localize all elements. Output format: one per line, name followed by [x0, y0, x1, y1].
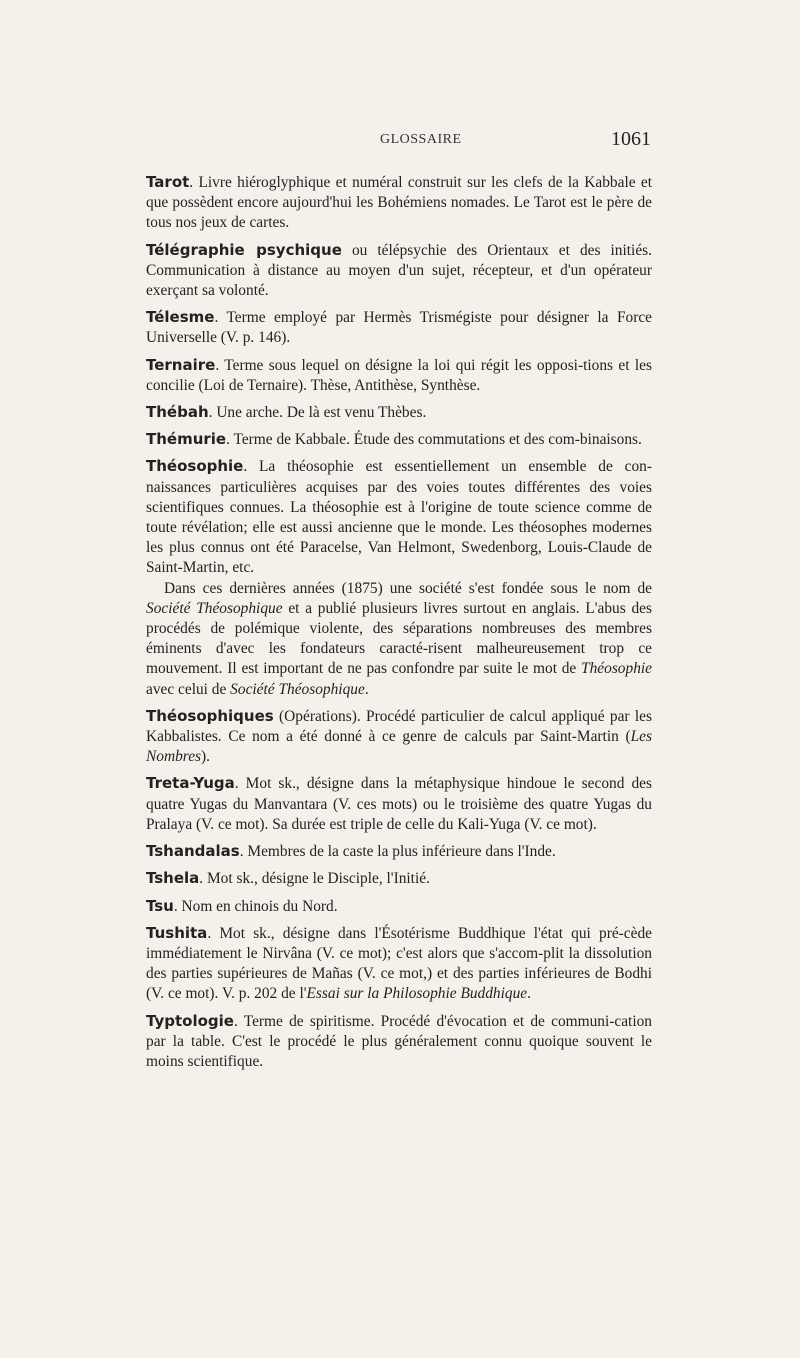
entry-text: ou télépsychie des Orientaux et des initiés. Communication à distance au moyen d'un sujet, récepteur, et d'un opérateur exerçant sa volonté. [146, 241, 652, 300]
entry-term: Théosophie [146, 457, 244, 476]
entry-theosophie [146, 456, 652, 699]
entry-theosophiques [146, 706, 652, 768]
entry-term: Tshela [146, 869, 200, 888]
entry-italic: Société Théosophique [230, 680, 365, 698]
entry-term: Théosophiques [146, 706, 274, 725]
entry-italic: Théosophie [581, 660, 652, 678]
entry-term: Tshandalas [146, 842, 240, 861]
entry-text: . [527, 985, 531, 1003]
entry-text: ). [201, 748, 210, 766]
entry-text: . Terme de spiritisme. Procédé d'évocation et de communi-cation par la table. C'est le procédé le plus généralement connu quoique souvent le moins scientifique. [146, 1012, 652, 1070]
running-head: GLOSSAIRE [380, 132, 462, 147]
entry-text: . Nom en chinois du Nord. [173, 897, 338, 915]
entry-thebah [146, 402, 652, 423]
entry-text: (Opérations). Procédé particulier de calcul appliqué par les Kabbalistes. Ce nom a été donné à ce genre de calculs par Saint-Martin ( [146, 707, 652, 746]
entry-text: . Livre hiéroglyphique et numéral construit sur les clefs de la Kabbale et que possèdent encore aujourd'hui les Bohémiens nomades. Le Tarot est le père de tous nos jeux de cartes. [146, 174, 652, 232]
glossary-entries [146, 172, 652, 1078]
entry-text: . La théosophie est essentiellement un ensemble de con-naissances particulières acquises par des voies toutes différentes des voies scientifiques connues. La théosophie est à l'origine de toute science comme de toute révélation; elle est aussi ancienne que le monde. Les théosophes modernes les plus connus ont été Paracelse, Van Helmont, Swedenborg, Louis-Claude de Saint-Martin, etc. [146, 458, 652, 577]
entry-tarot [146, 172, 652, 234]
entry-tshandalas [146, 841, 652, 862]
entry-ternaire [146, 355, 652, 396]
entry-text: et a publié plusieurs livres surtout en anglais. L'abus des procédés de polémique violente, des séparations nombreuses des membres éminents d'avec les fondateurs caracté-risent malheureusement trop ce mouvement. Il est important de ne pas confondre par suite le mot de [146, 599, 652, 678]
entry-term: Ternaire [146, 355, 216, 374]
entry-term: Typtologie [146, 1011, 234, 1030]
entry-term: Tsu [146, 896, 174, 915]
entry-paragraph [146, 579, 652, 700]
entry-tshela [146, 868, 652, 889]
entry-text: . Mot sk., désigne dans la métaphysique hindoue le second des quatre Yugas du Manvantara (V. ces mots) ou le troisième des quatre Yugas du Pralaya (V. ce mot). Sa durée est triple de celle du Kali-Yuga (V. ce mot). [146, 775, 652, 833]
entry-text: . Terme sous lequel on désigne la loi qui régit les opposi-tions et les concilie (Loi de Ternaire). Thèse, Antithèse, Synthèse. [146, 356, 652, 394]
entry-text: . Mot sk., désigne dans l'Ésotérisme Buddhique l'état qui pré-cède immédiatement le Nirvâna (V. ce mot); c'est alors que s'accom-plit la dissolution des parties supérieures de Mañas (V. ce mot,) et des parties inférieures de Bodhi (V. ce mot). V. p. 202 de l' [146, 924, 652, 1003]
entry-text: . Une arche. De là est venu Thèbes. [208, 404, 427, 422]
entry-text: . Mot sk., désigne le Disciple, l'Initié. [199, 870, 430, 888]
entry-text: . Membres de la caste la plus inférieure dans l'Inde. [239, 843, 556, 861]
page-header [0, 128, 800, 158]
entry-typtologie [146, 1011, 652, 1073]
entry-tsu [146, 896, 652, 917]
entry-text: . Terme de Kabbale. Étude des commutations et des com-binaisons. [226, 431, 642, 449]
entry-text: . Terme employé par Hermès Trismégiste pour désigner la Force Universelle (V. p. 146). [146, 309, 652, 347]
entry-tushita [146, 923, 652, 1005]
entry-text: . [364, 680, 369, 698]
entry-term: Tushita [146, 923, 208, 942]
entry-italic: Société Théosophique [146, 599, 283, 617]
entry-text: avec celui de [146, 680, 231, 698]
entry-term: Tarot [146, 173, 190, 191]
entry-telesme [146, 307, 652, 348]
entry-term: Thébah [146, 403, 209, 422]
entry-text: Dans ces dernières années (1875) une société s'est fondée sous le nom de [164, 579, 652, 597]
entry-term: Télesme [146, 308, 215, 327]
entry-telegraphie-psychique [146, 240, 652, 302]
entry-term: Treta-Yuga [146, 774, 235, 793]
entry-italic: Les Nombres [146, 728, 652, 766]
entry-italic: Essai sur la Philosophie Buddhique [306, 985, 528, 1003]
entry-term: Télégraphie psychique [146, 240, 342, 259]
page-number: 1061 [611, 128, 651, 150]
entry-term: Thémurie [146, 430, 227, 449]
entry-themurie [146, 429, 652, 450]
entry-treta-yuga [146, 773, 652, 835]
